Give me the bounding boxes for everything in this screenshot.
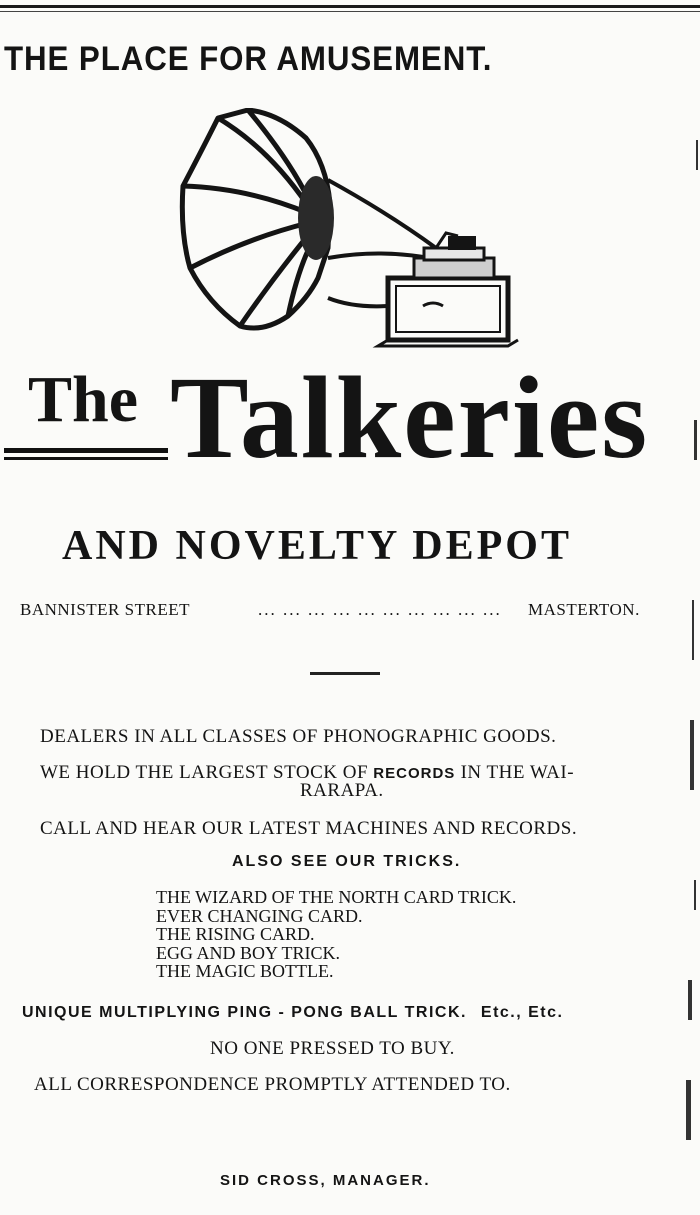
stock-line-start: WE HOLD THE LARGEST STOCK OF: [40, 762, 369, 783]
call-line: CALL AND HEAR OUR LATEST MACHINES AND RECORDS.: [40, 818, 578, 839]
title-underline-thin: [4, 457, 168, 460]
margin-marks: [682, 120, 700, 1180]
stock-line-2: RARAPA.: [300, 780, 384, 801]
unique-trick-line: [22, 1004, 563, 1022]
no-one-pressed-line: NO ONE PRESSED TO BUY.: [210, 1038, 455, 1059]
etc-text: Etc., Etc.: [480, 1004, 564, 1021]
list-item: THE WIZARD OF THE NORTH CARD TRICK.: [156, 887, 517, 907]
section-divider: [310, 672, 380, 675]
page-title: Talkeries: [170, 352, 650, 483]
tricks-heading: ALSO SEE OUR TRICKS.: [232, 853, 462, 870]
phonograph-illustration: [178, 108, 523, 353]
title-prefix: The: [28, 363, 139, 436]
stock-records-word: RECORDS: [373, 765, 456, 782]
address-leader-dots: ... ... ... ... ... ... ... ... ... ...: [258, 600, 502, 619]
dealers-line: DEALERS IN ALL CLASSES OF PHONOGRAPHIC GOODS.: [40, 726, 557, 747]
list-item: EGG AND BOY TRICK.: [156, 942, 341, 963]
stock-line-end: IN THE WAI-: [460, 762, 575, 783]
correspondence-line: ALL CORRESPONDENCE PROMPTLY ATTENDED TO.: [34, 1074, 511, 1095]
unique-trick-text: UNIQUE MULTIPLYING PING - PONG BALL TRICK.: [22, 1004, 467, 1021]
top-border-rule-thin: [0, 11, 700, 12]
trick-list: [156, 888, 516, 981]
list-item: THE RISING CARD.: [156, 924, 315, 944]
headline: THE PLACE FOR AMUSEMENT.: [4, 40, 493, 78]
address-street: BANNISTER STREET: [20, 600, 190, 619]
title-underline-thick: [4, 448, 168, 453]
top-border-rule: [0, 5, 700, 8]
list-item: EVER CHANGING CARD.: [156, 905, 363, 926]
address-town: MASTERTON.: [528, 600, 640, 619]
list-item: THE MAGIC BOTTLE.: [156, 961, 334, 981]
subtitle: AND NOVELTY DEPOT: [62, 523, 572, 569]
manager-line: SID CROSS, MANAGER.: [220, 1172, 431, 1189]
